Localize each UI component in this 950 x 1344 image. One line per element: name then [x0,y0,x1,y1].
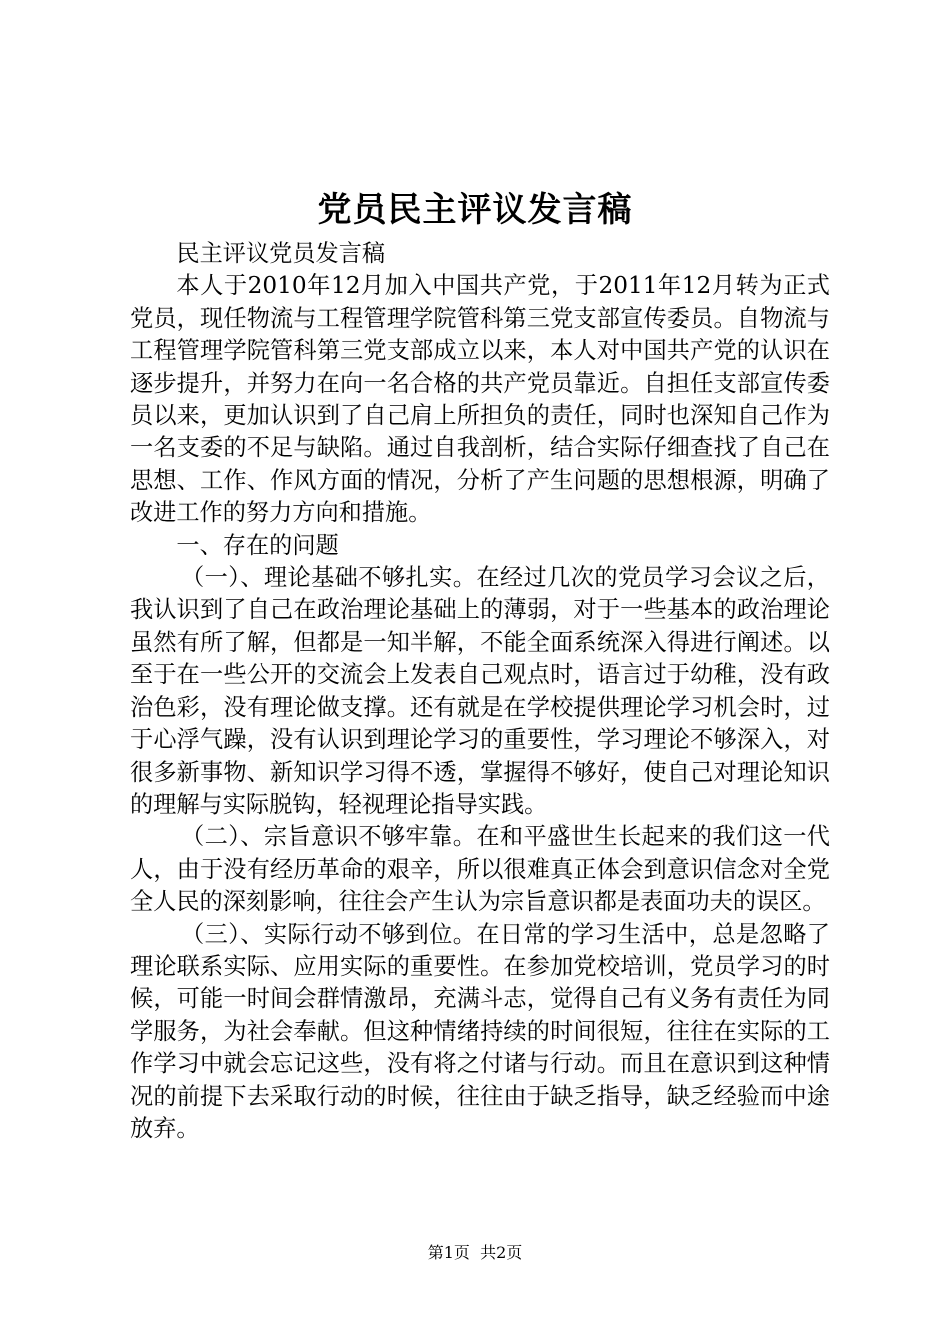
paragraph-action: （三）、实际行动不够到位。在日常的学习生活中，总是忽略了理论联系实际、应用实际的重要性。在参加党校培训，党员学习的时候，可能一时间会群情激昂，充满斗志，觉得自己有义务有责任为同学服务，为社会奉献。但这种情绪持续的时间很短，往往在实际的工作学习中就会忘记这些，没有将之付诸与行动。而且在意识到这种情况的前提下去采取行动的时候，往往由于缺乏指导，缺乏经验而中途放弃。 [130,920,830,1142]
page-footer [0,1242,950,1264]
section-heading-problems: 一、存在的问题 [176,531,339,559]
page-number: 第1页 共2页 [427,1243,523,1262]
document-body [130,238,830,1145]
paragraph-purpose: （二）、宗旨意识不够牢靠。在和平盛世生长起来的我们这一代人，由于没有经历革命的艰辛，所以很难真正体会到意识信念对全党全人民的深刻影响，往往会产生认为宗旨意识都是表面功夫的误区。 [130,823,830,916]
paragraph-theory: （一）、理论基础不够扎实。在经过几次的党员学习会议之后，我认识到了自己在政治理论基础上的薄弱，对于一些基本的政治理论虽然有所了解，但都是一知半解，不能全面系统深入得进行阐述。以至于在一些公开的交流会上发表自己观点时，语言过于幼稚，没有政治色彩，没有理论做支撑。还有就是在学校提供理论学习机会时，过于心浮气躁，没有认识到理论学习的重要性，学习理论不够深入，对很多新事物、新知识学习得不透，掌握得不够好，使自己对理论知识的理解与实际脱钩，轻视理论指导实践。 [130,564,830,818]
paragraph-intro: 本人于2010年12月加入中国共产党，于2011年12月转为正式党员，现任物流与工程管理学院管科第三党支部宣传委员。自物流与工程管理学院管科第三党支部成立以来，本人对中国共产党的认识在逐步提升，并努力在向一名合格的共产党员靠近。自担任支部宣传委员以来，更加认识到了自己肩上所担负的责任，同时也深知自己作为一名支委的不足与缺陷。通过自我剖析，结合实际仔细查找了自己在思想、工作、作风方面的情况，分析了产生问题的思想根源，明确了改进工作的努力方向和措施。 [130,272,830,527]
document-subtitle: 民主评议党员发言稿 [176,240,386,267]
document-title: 党员民主评议发言稿 [317,190,633,230]
